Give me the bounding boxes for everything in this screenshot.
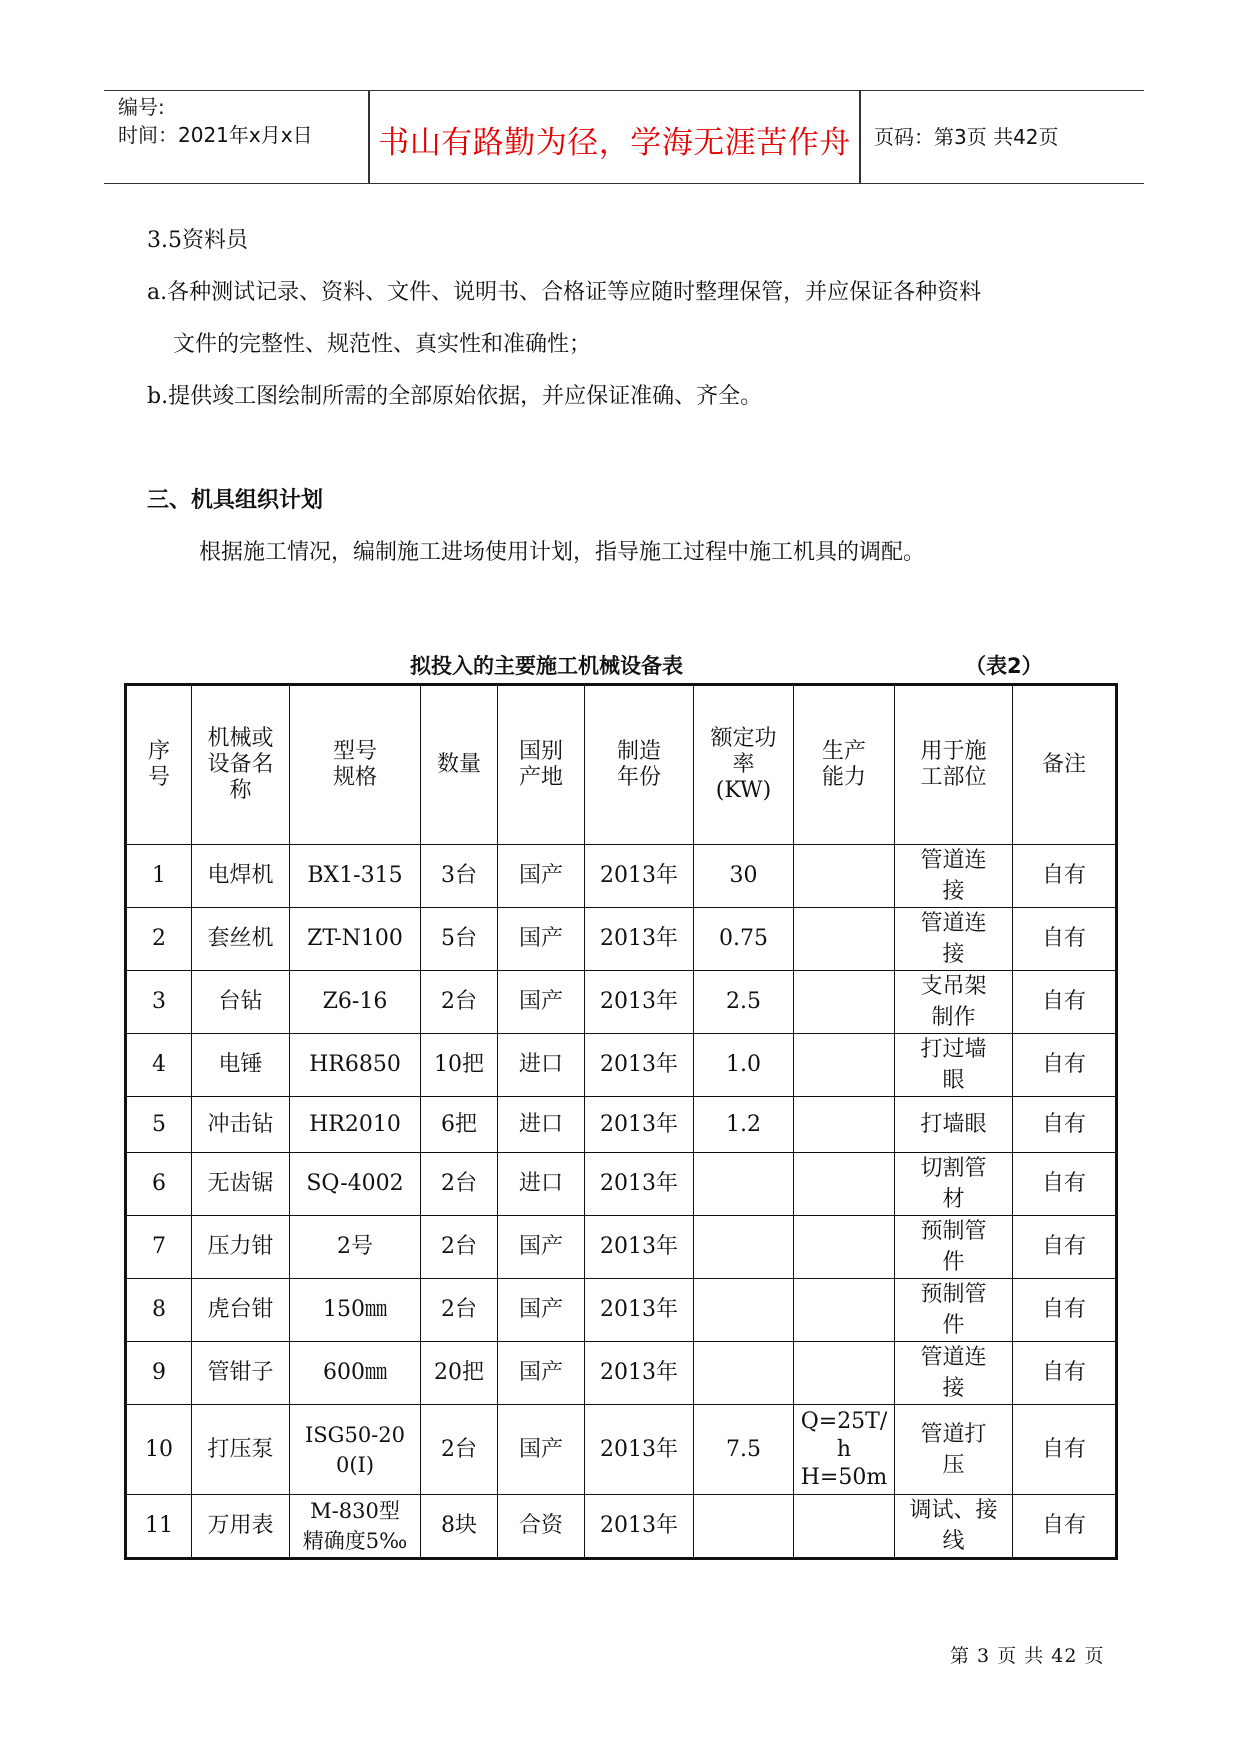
- table-header-cell: [585, 685, 694, 845]
- cell-name: 台钻: [192, 971, 290, 1034]
- header-divider: [859, 91, 861, 183]
- section-heading-3-5: 3.5资料员: [147, 228, 248, 253]
- cell-model: [290, 971, 421, 1034]
- cell-name: 冲击钻: [192, 1097, 290, 1153]
- cell-purpose: [895, 971, 1013, 1034]
- cell-origin: 国产: [498, 845, 585, 908]
- table-row: [126, 1495, 1117, 1559]
- cell-model: [290, 1034, 421, 1097]
- cell-quantity: 5台: [421, 908, 498, 971]
- table-row: [126, 1097, 1117, 1153]
- purpose-text-line: 管道连: [920, 911, 987, 936]
- cell-year: 2013年: [585, 845, 694, 908]
- capacity-text-line: Q=25T/: [800, 1408, 888, 1434]
- capacity-text-line: h: [836, 1436, 852, 1462]
- cell-note: 自有: [1013, 1279, 1117, 1342]
- header-text-line: 率: [732, 752, 755, 777]
- cell-model: [290, 908, 421, 971]
- cell-year: 2013年: [585, 1034, 694, 1097]
- cell-quantity: 20把: [421, 1342, 498, 1405]
- header-motto: 书山有路勤为径，学海无涯苦作舟: [378, 125, 851, 161]
- cell-number: 3: [126, 971, 192, 1034]
- model-text-line: 150㎜: [323, 1297, 387, 1322]
- cell-year: 2013年: [585, 1342, 694, 1405]
- cell-quantity: 8块: [421, 1495, 498, 1559]
- cell-year: 2013年: [585, 1153, 694, 1216]
- cell-model: [290, 1405, 421, 1495]
- cell-purpose: [895, 1342, 1013, 1405]
- cell-power: 7.5: [694, 1405, 794, 1495]
- cell-name: 万用表: [192, 1495, 290, 1559]
- cell-capacity: [794, 1342, 895, 1405]
- model-text-line: ISG50-20: [305, 1422, 405, 1447]
- cell-purpose: [895, 1097, 1013, 1153]
- cell-origin: 国产: [498, 1216, 585, 1279]
- header-text-line: 称: [229, 778, 252, 803]
- cell-purpose: [895, 1216, 1013, 1279]
- header-text-line: 号: [147, 765, 170, 790]
- cell-origin: 国产: [498, 971, 585, 1034]
- header-text-line: 额定功: [710, 726, 777, 751]
- purpose-text-line: 支吊架: [920, 974, 987, 999]
- cell-year: 2013年: [585, 1216, 694, 1279]
- cell-origin: 国产: [498, 1342, 585, 1405]
- purpose-text-line: 预制管: [920, 1219, 987, 1244]
- cell-capacity: [794, 908, 895, 971]
- table-row: [126, 1034, 1117, 1097]
- model-text-line: 600㎜: [323, 1360, 387, 1385]
- header-text-line: 国别: [518, 739, 563, 764]
- cell-note: 自有: [1013, 1034, 1117, 1097]
- cell-capacity: [794, 1097, 895, 1153]
- cell-quantity: 2台: [421, 1153, 498, 1216]
- model-text-line: 精确度5‰: [302, 1529, 408, 1553]
- cell-power: [694, 1342, 794, 1405]
- model-text-line: ZT-N100: [307, 926, 403, 951]
- cell-capacity: [794, 1279, 895, 1342]
- header-text-line: 产地: [518, 765, 563, 790]
- cell-note: 自有: [1013, 845, 1117, 908]
- header-text-line: 工部位: [920, 765, 987, 790]
- cell-purpose: [895, 1495, 1013, 1559]
- cell-number: 2: [126, 908, 192, 971]
- model-text-line: SQ-4002: [306, 1171, 404, 1196]
- cell-origin: 国产: [498, 1405, 585, 1495]
- cell-quantity: 2台: [421, 971, 498, 1034]
- cell-purpose: [895, 1279, 1013, 1342]
- section-3-paragraph: 根据施工情况，编制施工进场使用计划，指导施工过程中施工机具的调配。: [199, 540, 926, 565]
- header-page-info: 页码：第3页 共42页: [874, 125, 1059, 149]
- cell-name: 打压泵: [192, 1405, 290, 1495]
- document-number-label: 编号:: [118, 95, 165, 119]
- capacity-text-line: H=50m: [800, 1464, 888, 1490]
- table-header-cell: [192, 685, 290, 845]
- cell-number: 7: [126, 1216, 192, 1279]
- cell-power: 2.5: [694, 971, 794, 1034]
- cell-name: 虎台钳: [192, 1279, 290, 1342]
- model-text-line: HR6850: [309, 1052, 401, 1077]
- header-text-line: 机械或: [207, 726, 274, 751]
- table-header-cell: [794, 685, 895, 845]
- cell-note: 自有: [1013, 1495, 1117, 1559]
- table-header-cell: [1013, 685, 1117, 845]
- cell-number: 5: [126, 1097, 192, 1153]
- cell-quantity: 2台: [421, 1216, 498, 1279]
- cell-power: 30: [694, 845, 794, 908]
- cell-note: 自有: [1013, 908, 1117, 971]
- item-a-line-2: 文件的完整性、规范性、真实性和准确性；: [173, 332, 592, 357]
- table-row: [126, 1153, 1117, 1216]
- cell-number: 11: [126, 1495, 192, 1559]
- model-text-line: 0(I): [335, 1452, 375, 1477]
- cell-capacity: [794, 1495, 895, 1559]
- cell-power: [694, 1216, 794, 1279]
- table-row: [126, 845, 1117, 908]
- purpose-text-line: 打墙眼: [920, 1112, 987, 1137]
- cell-origin: 国产: [498, 908, 585, 971]
- purpose-text-line: 打过墙: [920, 1037, 987, 1062]
- item-a-line-1: a.各种测试记录、资料、文件、说明书、合格证等应随时整理保管，并应保证各种资料: [147, 280, 982, 305]
- purpose-text-line: 件: [942, 1313, 965, 1338]
- header-text-line: 生产: [821, 739, 866, 764]
- section-heading-3: 三、机具组织计划: [147, 488, 324, 513]
- cell-model: [290, 1097, 421, 1153]
- purpose-text-line: 眼: [942, 1068, 965, 1093]
- table-header-row: [126, 685, 1117, 845]
- header-text-line: 数量: [436, 752, 481, 777]
- cell-name: 压力钳: [192, 1216, 290, 1279]
- purpose-text-line: 切割管: [920, 1156, 987, 1181]
- model-text-line: M-830型: [310, 1499, 400, 1523]
- equipment-table: [124, 683, 1118, 1560]
- cell-quantity: 2台: [421, 1405, 498, 1495]
- purpose-text-line: 制作: [931, 1005, 976, 1030]
- cell-name: 管钳子: [192, 1342, 290, 1405]
- purpose-text-line: 管道连: [920, 848, 987, 873]
- cell-capacity: [794, 1034, 895, 1097]
- cell-number: 9: [126, 1342, 192, 1405]
- cell-origin: 国产: [498, 1279, 585, 1342]
- header-text-line: 规格: [332, 765, 377, 790]
- cell-name: 套丝机: [192, 908, 290, 971]
- cell-number: 6: [126, 1153, 192, 1216]
- table-row: [126, 971, 1117, 1034]
- table-header-cell: [126, 685, 192, 845]
- cell-purpose: [895, 1405, 1013, 1495]
- model-text-line: HR2010: [309, 1111, 401, 1137]
- cell-origin: 进口: [498, 1153, 585, 1216]
- cell-note: 自有: [1013, 1216, 1117, 1279]
- cell-note: 自有: [1013, 1153, 1117, 1216]
- cell-capacity: [794, 1153, 895, 1216]
- purpose-text-line: 线: [942, 1529, 965, 1554]
- cell-quantity: 6把: [421, 1097, 498, 1153]
- cell-capacity: [794, 1216, 895, 1279]
- cell-year: 2013年: [585, 1495, 694, 1559]
- cell-power: [694, 1495, 794, 1559]
- purpose-text-line: 管道打: [920, 1421, 987, 1447]
- cell-number: 1: [126, 845, 192, 908]
- cell-power: [694, 1153, 794, 1216]
- purpose-text-line: 预制管: [920, 1282, 987, 1307]
- document-time-label: 时间：2021年x月x日: [118, 123, 313, 147]
- purpose-text-line: 接: [942, 879, 965, 904]
- cell-model: [290, 845, 421, 908]
- purpose-text-line: 接: [942, 1376, 965, 1401]
- table-body: [126, 845, 1117, 1559]
- table-row: [126, 1216, 1117, 1279]
- cell-model: [290, 1153, 421, 1216]
- model-text-line: BX1-315: [307, 863, 403, 888]
- header-text-line: 备注: [1041, 752, 1086, 777]
- cell-note: 自有: [1013, 1097, 1117, 1153]
- cell-name: 电焊机: [192, 845, 290, 908]
- cell-power: 1.2: [694, 1097, 794, 1153]
- cell-origin: 合资: [498, 1495, 585, 1559]
- purpose-text-line: 调试、接: [909, 1498, 998, 1523]
- header-text-line: 能力: [821, 765, 866, 790]
- cell-note: 自有: [1013, 1342, 1117, 1405]
- table-header-cell: [694, 685, 794, 845]
- purpose-text-line: 管道连: [920, 1345, 987, 1370]
- header-meta: [118, 93, 313, 149]
- table-row: [126, 1342, 1117, 1405]
- cell-year: 2013年: [585, 908, 694, 971]
- cell-number: 4: [126, 1034, 192, 1097]
- table-number: （表2）: [965, 654, 1043, 678]
- cell-year: 2013年: [585, 1279, 694, 1342]
- cell-number: 10: [126, 1405, 192, 1495]
- table-header-cell: [290, 685, 421, 845]
- cell-power: [694, 1279, 794, 1342]
- table-row: [126, 1279, 1117, 1342]
- cell-name: 电锤: [192, 1034, 290, 1097]
- cell-capacity: [794, 1405, 895, 1495]
- header-text-line: 年份: [616, 765, 661, 790]
- cell-origin: 进口: [498, 1034, 585, 1097]
- cell-year: 2013年: [585, 971, 694, 1034]
- header-text-line: 设备名: [207, 752, 274, 777]
- cell-purpose: [895, 845, 1013, 908]
- header-text-line: 用于施: [920, 739, 987, 764]
- cell-model: [290, 1216, 421, 1279]
- cell-quantity: 2台: [421, 1279, 498, 1342]
- header-text-line: 型号: [332, 739, 377, 764]
- table-row: [126, 1405, 1117, 1495]
- cell-purpose: [895, 1034, 1013, 1097]
- cell-quantity: 10把: [421, 1034, 498, 1097]
- table-row: [126, 908, 1117, 971]
- header-text-line: 制造: [616, 739, 661, 764]
- table-header-cell: [498, 685, 585, 845]
- cell-purpose: [895, 908, 1013, 971]
- table-header-cell: [421, 685, 498, 845]
- item-b: b.提供竣工图绘制所需的全部原始依据，并应保证准确、齐全。: [147, 384, 763, 409]
- page-header: [104, 90, 1144, 184]
- cell-power: 0.75: [694, 908, 794, 971]
- cell-capacity: [794, 845, 895, 908]
- header-text-line: (KW): [715, 778, 772, 803]
- cell-origin: 进口: [498, 1097, 585, 1153]
- purpose-text-line: 材: [942, 1187, 965, 1212]
- cell-purpose: [895, 1153, 1013, 1216]
- cell-power: 1.0: [694, 1034, 794, 1097]
- page-footer: 第 3 页 共 42 页: [950, 1645, 1105, 1667]
- cell-name: 无齿锯: [192, 1153, 290, 1216]
- cell-year: 2013年: [585, 1097, 694, 1153]
- header-text-line: 序: [147, 739, 170, 764]
- purpose-text-line: 件: [942, 1250, 965, 1275]
- model-text-line: Z6-16: [322, 989, 388, 1014]
- purpose-text-line: 压: [942, 1452, 965, 1478]
- model-text-line: 2号: [337, 1234, 373, 1259]
- cell-note: 自有: [1013, 1405, 1117, 1495]
- cell-model: [290, 1279, 421, 1342]
- cell-model: [290, 1342, 421, 1405]
- purpose-text-line: 接: [942, 942, 965, 967]
- cell-note: 自有: [1013, 971, 1117, 1034]
- table-header-cell: [895, 685, 1013, 845]
- cell-number: 8: [126, 1279, 192, 1342]
- cell-year: 2013年: [585, 1405, 694, 1495]
- table-title: 拟投入的主要施工机械设备表: [410, 654, 683, 678]
- cell-model: [290, 1495, 421, 1559]
- cell-capacity: [794, 971, 895, 1034]
- cell-quantity: 3台: [421, 845, 498, 908]
